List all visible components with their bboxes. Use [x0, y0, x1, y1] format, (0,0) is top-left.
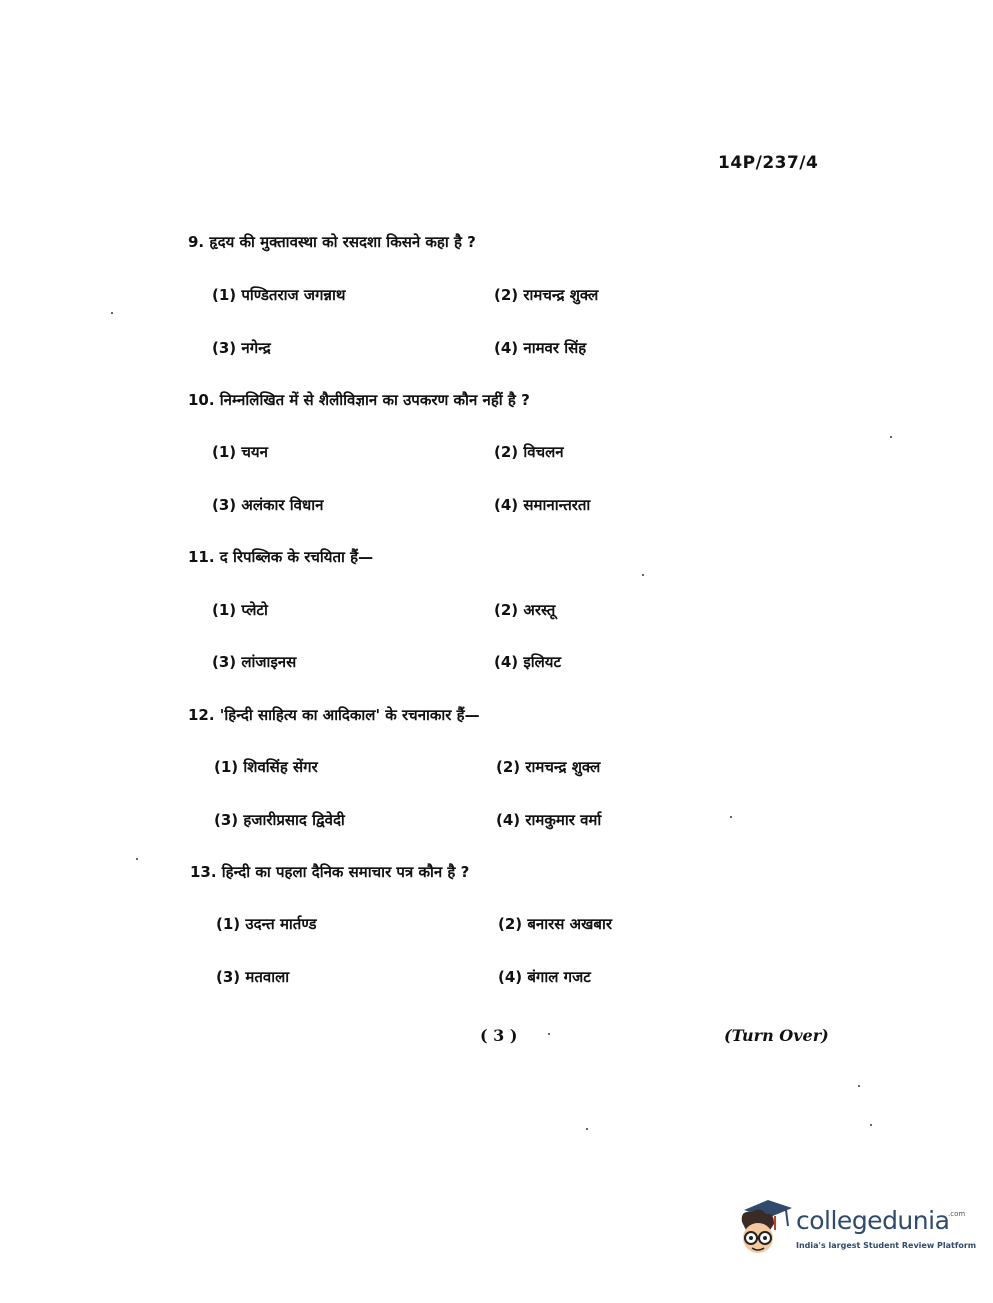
- option-3: (3) लांजाइनस: [212, 653, 297, 671]
- option-4: (4) इलियट: [494, 653, 562, 671]
- option-4: (4) नामवर सिंह: [494, 339, 587, 357]
- option-1: (1) उदन्त मार्तण्ड: [216, 915, 317, 933]
- question-text: 9. हृदय की मुक्तावस्था को रसदशा किसने कहा है ?: [188, 233, 476, 251]
- question-text: 13. हिन्दी का पहला दैनिक समाचार पत्र कौन है ?: [190, 863, 470, 881]
- scan-speck: [642, 574, 644, 576]
- option-1: (1) शिवसिंह सेंगर: [214, 758, 318, 776]
- scan-speck: [858, 1085, 860, 1087]
- logo-brand-name: collegedunia: [796, 1206, 950, 1235]
- question-text: 12. 'हिन्दी साहित्य का आदिकाल' के रचनाकार हैं—: [188, 706, 480, 724]
- page-number: ( 3 ): [480, 1026, 518, 1045]
- mascot-icon: [734, 1196, 794, 1260]
- option-1: (1) प्लेटो: [212, 601, 268, 619]
- scan-speck: [111, 312, 113, 314]
- option-3: (3) नगेन्द्र: [212, 339, 271, 357]
- option-4: (4) रामकुमार वर्मा: [496, 811, 602, 829]
- collegedunia-logo: [734, 1196, 977, 1262]
- option-3: (3) मतवाला: [216, 968, 290, 986]
- option-3: (3) अलंकार विधान: [212, 496, 324, 514]
- option-4: (4) बंगाल गजट: [498, 968, 591, 986]
- scan-speck: [136, 858, 138, 860]
- scan-speck: [870, 1124, 872, 1126]
- scan-speck: [548, 1033, 550, 1035]
- option-2: (2) रामचन्द्र शुक्ल: [496, 758, 601, 776]
- option-4: (4) समानान्तरता: [494, 496, 591, 514]
- scan-speck: [586, 1128, 588, 1130]
- paper-code: 14P/237/4: [718, 153, 819, 173]
- option-2: (2) अरस्तू: [494, 601, 556, 619]
- option-1: (1) पण्डितराज जगन्नाथ: [212, 286, 346, 304]
- option-3: (3) हजारीप्रसाद द्विवेदी: [214, 811, 345, 829]
- question-text: 10. निम्नलिखित में से शैलीविज्ञान का उपकरण कौन नहीं है ?: [188, 391, 530, 409]
- option-2: (2) रामचन्द्र शुक्ल: [494, 286, 599, 304]
- option-2: (2) विचलन: [494, 443, 564, 461]
- scan-speck: [730, 816, 732, 818]
- option-2: (2) बनारस अखबार: [498, 915, 612, 933]
- logo-domain-suffix: .com: [948, 1210, 966, 1218]
- scan-speck: [890, 436, 892, 438]
- logo-tagline: India's largest Student Review Platform: [796, 1241, 977, 1250]
- option-1: (1) चयन: [212, 443, 268, 461]
- turn-over-label: (Turn Over): [724, 1026, 829, 1045]
- question-text: 11. द रिपब्लिक के रचयिता हैं—: [188, 548, 374, 566]
